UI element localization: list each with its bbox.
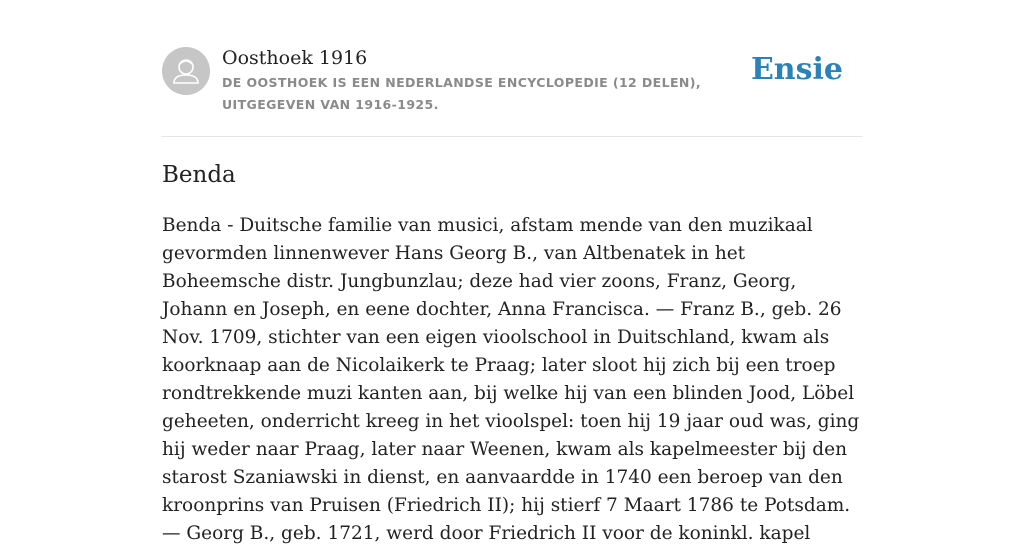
page-content [162, 0, 862, 544]
entry-title: Benda [162, 162, 236, 188]
source-title[interactable]: Oosthoek 1916 [222, 47, 368, 69]
user-placeholder-icon[interactable] [162, 47, 210, 95]
brand-logo[interactable]: Ensie [750, 52, 843, 87]
source-description: DE OOSTHOEK IS EEN NEDERLANDSE ENCYCLOPEDIE (12 DELEN), UITGEGEVEN VAN 1916-1925. [222, 75, 702, 112]
entry-body: Benda - Duitsche familie van musici, afstam mende van den muzikaal gevormden linnenwever Hans Georg B., van Altbenatek in het Boheemsche distr. Jungbunzlau; deze had vier zoons, Franz, Georg, Johann en Joseph, en eene dochter, Anna Francisca. — Franz B., geb. 26 Nov. 1709, stichter van een eigen vioolschool in Duitschland, kwam als koorknaap aan de Nicolaikerk te Praag; later sloot hij zich bij een troep rondtrekkende muzi kanten aan, bij welke hij van een blinden Jood, Löbel geheeten, onderricht kreeg in het vioolspel: toen hij 19 jaar oud was, ging hij weder naar Praag, later naar Weenen, kwam als kapelmeester bij den starost Szaniawski in dienst, en aanvaardde in 1740 een beroep van den kroonprins van Pruisen (Friedrich II); hij stierf 7 Maart 1786 te Potsdam. — Georg B., geb. 1721, werd door Friedrich II voor de koninkl. kapel [162, 215, 860, 544]
source-header [162, 0, 862, 137]
